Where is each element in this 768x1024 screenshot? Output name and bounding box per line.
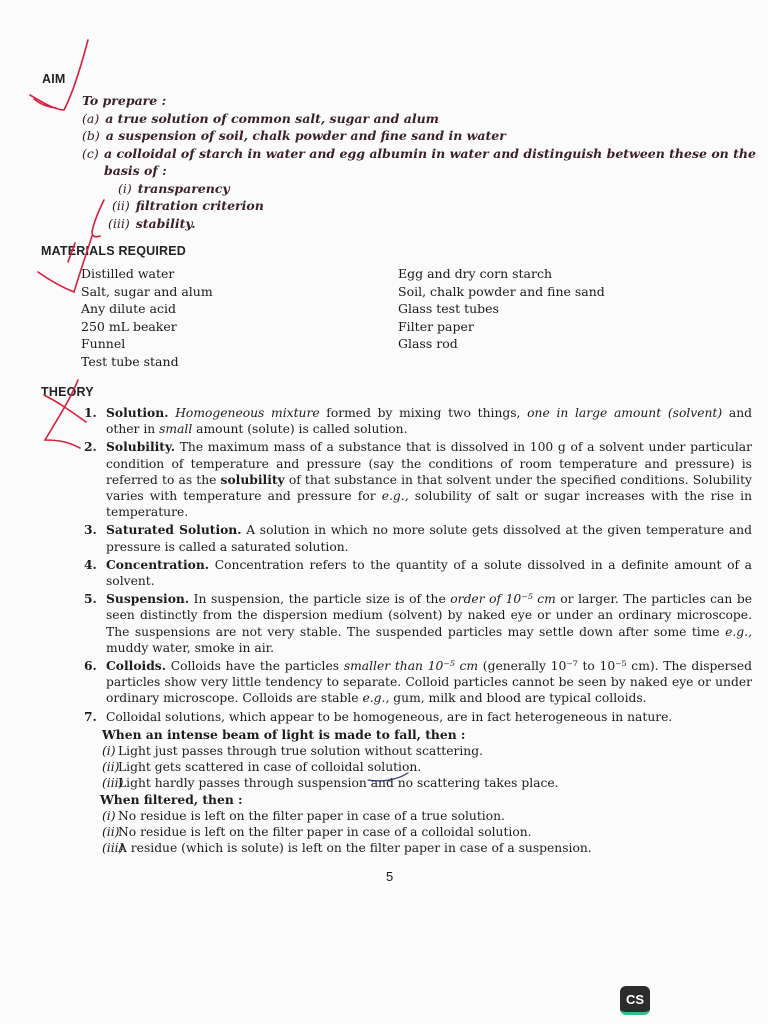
material-item: Distilled water <box>81 266 175 281</box>
aim-item-c: (c) a colloidal of starch in water and egg albumin in water and distinguish between these on the basis of : <box>82 145 756 178</box>
basis-item-3: (iii) stability. <box>108 215 196 231</box>
materials-column-1 <box>81 265 213 371</box>
materials-heading: MATERIALS REQUIRED <box>41 244 187 258</box>
theory-item-7: 7. Colloidal solutions, which appear to be homogeneous, are in fact heterogeneous in nature. <box>84 708 673 724</box>
scanner-logo-icon: CS <box>620 986 650 1015</box>
theory-item-5: 5. Suspension. In suspension, the particle size is of the order of 10⁻⁵ cm or larger. The particles can be seen distinctly from the dispersion medium (solvent) by naked eye or under an ordinary microscope. The suspensions are not very stable. The suspended particles may settle down after some time e.g., muddy water, smoke in air. <box>84 591 752 655</box>
theory-item-6: 6. Colloids. Colloids have the particles smaller than 10⁻⁵ cm (generally 10⁻⁷ to 10⁻⁵ cm). The dispersed particles show very little tendency to separate. Colloid particles cannot be seen by naked eye or under ordinary microscope. Colloids are stable e.g., gum, milk and blood are typical colloids. <box>84 658 753 706</box>
material-item: Funnel <box>81 336 126 352</box>
pen-stroke-aim-tick <box>34 99 56 108</box>
material-item: 250 mL beaker <box>81 318 177 334</box>
aim-item-a: (a) a true solution of common salt, sugar and alum <box>82 110 439 126</box>
material-item: Test tube stand <box>81 353 179 369</box>
material-item: Glass rod <box>398 336 458 352</box>
aim-lead: To prepare : <box>82 93 167 108</box>
basis-item-2: (ii) filtration criterion <box>112 198 264 213</box>
theory-item-2: 2. Solubility. The maximum mass of a substance that is dissolved in 100 g of a solvent under particular condition of temperature and pressure (say the conditions of room temperature and pressure) is referred to as the solubility of that substance in that solvent under the specified conditions. Solubility varies with temperature and pressure for e.g., solubility of salt or sugar increases with the rise in temperature. <box>84 439 752 520</box>
light-item: (ii) Light gets scattered in case of colloidal solution. <box>102 760 422 775</box>
filter-item: (i) No residue is left on the filter paper in case of a true solution. <box>102 808 505 823</box>
light-item: (i) Light just passes through true solution without scattering. <box>102 744 484 759</box>
aim-section <box>82 92 762 232</box>
filter-item: (ii) No residue is left on the filter paper in case of a colloidal solution. <box>102 825 532 840</box>
basis-item-1: (i) transparency <box>118 180 230 196</box>
filter-heading: When filtered, then : <box>100 791 243 807</box>
material-item: Soil, chalk powder and fine sand <box>398 283 605 299</box>
material-item: Glass test tubes <box>398 301 499 317</box>
aim-item-b: (b) a suspension of soil, chalk powder and fine sand in water <box>82 128 506 143</box>
material-item: Salt, sugar and alum <box>81 283 213 299</box>
aim-heading: AIM <box>42 72 66 86</box>
pen-stroke-theory-cross <box>44 395 86 422</box>
page-number: 5 <box>386 869 394 884</box>
theory-item-1: 1. Solution. Homogeneous mixture formed by mixing two things, one in large amount (solvent) and other in small amount (solute) is called solution. <box>84 405 753 437</box>
material-item: Egg and dry corn starch <box>398 266 553 281</box>
theory-section <box>84 405 752 856</box>
theory-heading: THEORY <box>41 385 94 399</box>
theory-item-4: 4. Concentration. Concentration refers to the quantity of a solute dissolved in a definite amount of a solvent. <box>84 556 752 589</box>
light-item: (iii) Light hardly passes through suspension and no scattering takes place. <box>102 776 559 791</box>
light-heading: When an intense beam of light is made to fall, then : <box>102 726 466 742</box>
theory-item-3: 3. Saturated Solution. A solution in which no more solute gets dissolved at the given temperature and pressure is called a saturated solution. <box>84 522 752 554</box>
material-item: Filter paper <box>398 318 474 334</box>
material-item: Any dilute acid <box>81 301 177 317</box>
filter-item: (iii) A residue (which is solute) is left on the filter paper in case of a suspension. <box>102 841 592 856</box>
materials-column-2 <box>398 265 605 353</box>
